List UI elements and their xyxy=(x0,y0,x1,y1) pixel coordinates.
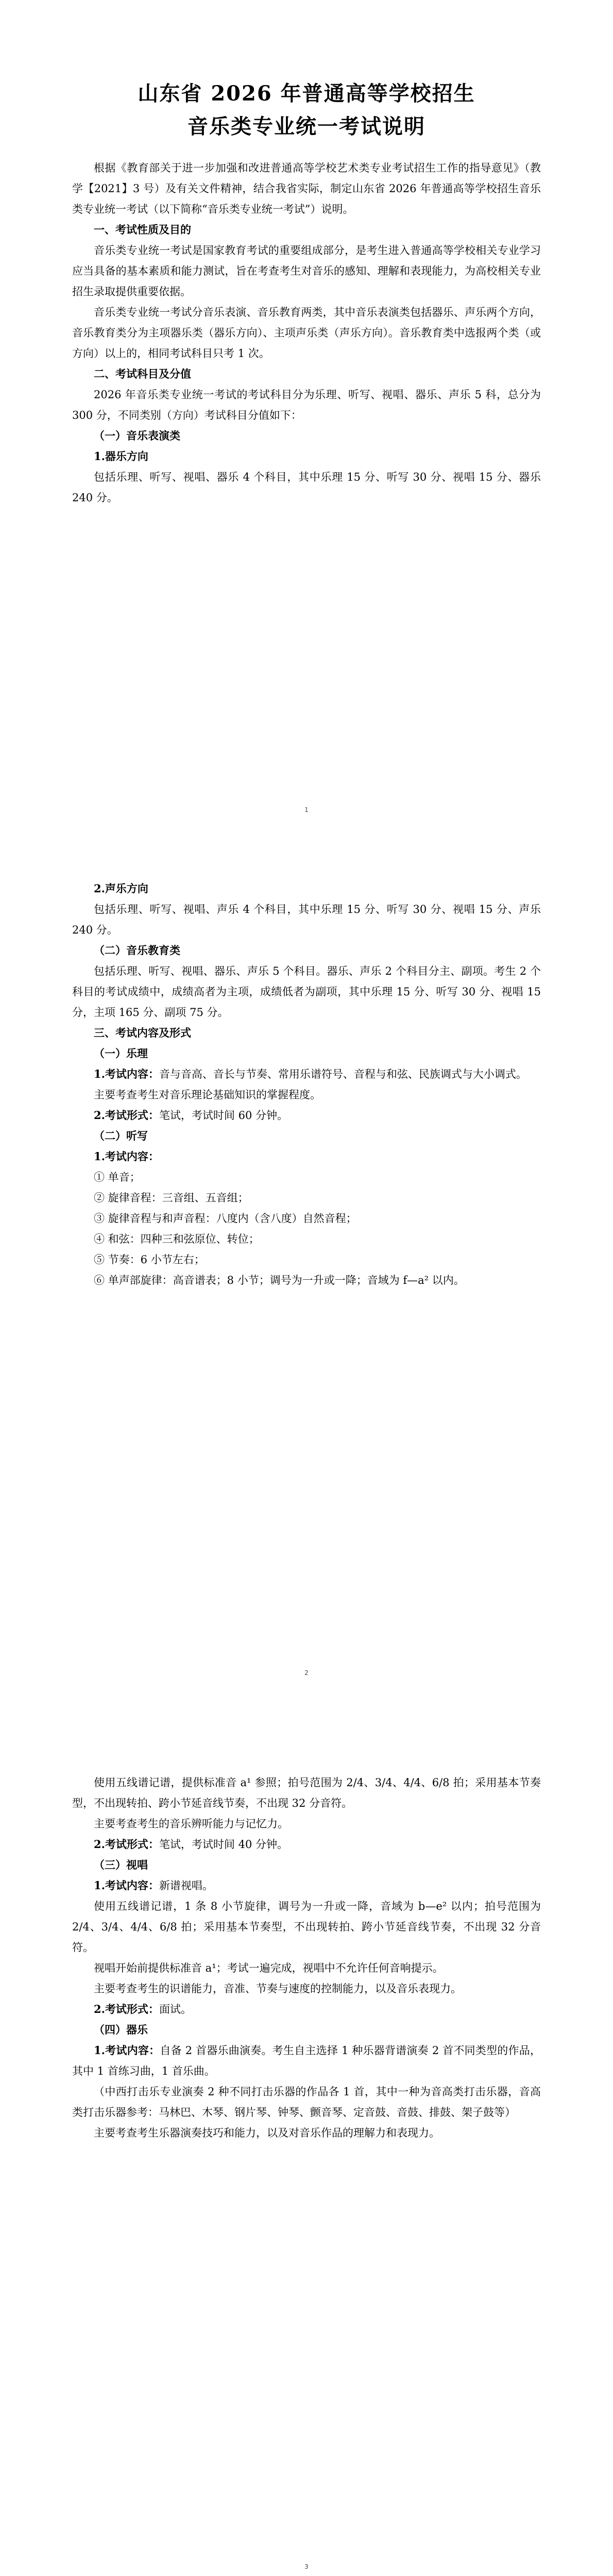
music-theory-focus: 主要考查考生对音乐理论基础知识的掌握程度。 xyxy=(94,1089,321,1101)
sight-singing-notation: 使用五线谱记谱，1 条 8 小节旋律，调号为一升或一降，音域为 b—e² 以内；拍号范围为 2/4、3/4、4/4、6/8 拍；采用基本节奏型，不出现转拍、跨小节延音线节奏，不出现 32 分音符。 xyxy=(72,1900,541,1954)
music-theory-content xyxy=(72,1064,541,1084)
music-theory-heading: （一）乐理 xyxy=(94,1047,148,1060)
dictation-content xyxy=(72,1146,541,1167)
page-2 xyxy=(0,878,613,1291)
intro-paragraph: 根据《教育部关于进一步加强和改进普通高等学校艺术类专业考试招生工作的指导意见》（教学【2021】3 号）及有关文件精神，结合我省实际，制定山东省 2026 年普通高等学校招生音乐类专业统一考试（以下简称“音乐类专业统一考试”）说明。 xyxy=(72,162,541,215)
section-2-paragraph-1: 2026 年音乐类专业统一考试的考试科目分为乐理、听写、视唱、器乐、声乐 5 科，总分为 300 分，不同类别（方向）考试科目分值如下： xyxy=(72,388,541,421)
sight-singing-content-label: 1.考试内容： xyxy=(94,1879,159,1892)
dictation-item-6: ⑥ 单声部旋律：高音谱表；8 小节；调号为一升或一降；音域为 f—a² 以内。 xyxy=(94,1274,465,1286)
sight-singing-focus: 主要考查考生的识谱能力，音准、节奏与速度的控制能力，以及音乐表现力。 xyxy=(94,1982,462,1995)
dictation-notation: 使用五线谱记谱，提供标准音 a¹ 参照；拍号范围为 2/4、3/4、4/4、6/8 拍；采用基本节奏型，不出现转拍、跨小节延音线节奏，不出现 32 分音符。 xyxy=(72,1776,541,1809)
sight-singing-content xyxy=(72,1875,541,1896)
music-theory-content-label: 1.考试内容： xyxy=(94,1067,159,1080)
dictation-item-2: ② 旋律音程：三音组、五音组； xyxy=(94,1192,249,1204)
section-2-heading: 二、考试科目及分值 xyxy=(94,367,191,380)
dictation-item-4: ④ 和弦：四种三和弦原位、转位； xyxy=(94,1233,260,1245)
page-title-line-1: 山东省 2026 年普通高等学校招生 xyxy=(138,81,475,106)
instrument-content-label: 1.考试内容： xyxy=(94,2044,160,2057)
page-number-1: 1 xyxy=(304,806,309,814)
section-2-sub-2: （二）音乐教育类 xyxy=(94,944,180,957)
direction-2-text: 包括乐理、听写、视唱、声乐 4 个科目，其中乐理 15 分、听写 30 分、视唱 15 分、声乐 240 分。 xyxy=(72,903,541,936)
instrument-content-text: 自备 2 首器乐曲演奏。考生自主选择 1 种乐器背谱演奏 2 首不同类型的作品，其中 1 首练习曲，1 首乐曲。 xyxy=(72,2044,541,2077)
page-3 xyxy=(0,1772,613,2143)
dictation-focus: 主要考查考生的音乐辨听能力与记忆力。 xyxy=(94,1818,288,1830)
instrument-content xyxy=(72,2040,541,2081)
section-1-paragraph-1: 音乐类专业统一考试是国家教育考试的重要组成部分，是考生进入普通高等学校相关专业学习应当具备的基本素质和能力测试，旨在考查考生对音乐的感知、理解和表现能力，为高校相关专业招生录取提供重要依据。 xyxy=(72,244,541,298)
sight-singing-content-text: 新谱视唱。 xyxy=(159,1879,213,1892)
sight-singing-format-text: 面试。 xyxy=(159,2003,192,2015)
education-text: 包括乐理、听写、视唱、器乐、声乐 5 个科目。器乐、声乐 2 个科目分主、副项。考生 2 个科目的考试成绩中，成绩高者为主项，成绩低者为副项，其中乐理 15 分、听写 30 分、视唱 15 分，主项 165 分、副项 75 分。 xyxy=(72,965,541,1019)
dictation-item-3: ③ 旋律音程与和声音程：八度内（含八度）自然音程； xyxy=(94,1212,357,1225)
section-2-sub-1: （一）音乐表演类 xyxy=(94,429,180,442)
sight-singing-heading: （三）视唱 xyxy=(94,1858,148,1871)
music-theory-format xyxy=(72,1105,541,1126)
section-1-heading: 一、考试性质及目的 xyxy=(94,223,191,236)
music-theory-format-label: 2.考试形式： xyxy=(94,1109,159,1122)
sight-singing-format-label: 2.考试形式： xyxy=(94,2003,159,2015)
dictation-item-1: ① 单音； xyxy=(94,1171,141,1183)
music-theory-format-text: 笔试，考试时间 60 分钟。 xyxy=(159,1109,288,1122)
direction-1-text: 包括乐理、听写、视唱、器乐 4 个科目，其中乐理 15 分、听写 30 分、视唱 15 分、器乐 240 分。 xyxy=(72,471,541,504)
dictation-item-5: ⑤ 节奏：6 小节左右； xyxy=(94,1253,205,1266)
dictation-content-label: 1.考试内容： xyxy=(94,1150,159,1163)
page-number-3: 3 xyxy=(304,2563,309,2570)
page-number-2: 2 xyxy=(304,1669,309,1676)
dictation-heading: （二）听写 xyxy=(94,1129,148,1142)
instrument-focus: 主要考查考生乐器演奏技巧和能力，以及对音乐作品的理解力和表现力。 xyxy=(94,2127,440,2139)
music-theory-content-text: 音与音高、音长与节奏、常用乐谱符号、音程与和弦、民族调式与大小调式。 xyxy=(159,1068,527,1080)
page-1 xyxy=(0,77,613,508)
instrument-percussion-note: （中西打击乐专业演奏 2 种不同打击乐器的作品各 1 首，其中一种为音高类打击乐器，音高类打击乐器参考：马林巴、木琴、钢片琴、钟琴、颤音琴、定音鼓、音鼓、排鼓、架子鼓等） xyxy=(72,2086,541,2119)
sight-singing-format xyxy=(72,1999,541,2020)
direction-2-heading: 2.声乐方向 xyxy=(94,882,148,895)
section-1-paragraph-2: 音乐类专业统一考试分音乐表演、音乐教育两类，其中音乐表演类包括器乐、声乐两个方向，音乐教育类分为主项器乐类（器乐方向）、主项声乐类（声乐方向）。音乐教育类中选报两个类（或方向）以上的，相同考试科目只考 1 次。 xyxy=(72,306,541,360)
sight-singing-rule: 视唱开始前提供标准音 a¹；考试一遍完成，视唱中不允许任何音响提示。 xyxy=(94,1962,444,1974)
dictation-format-text: 笔试，考试时间 40 分钟。 xyxy=(159,1838,288,1851)
instrument-heading: （四）器乐 xyxy=(94,2023,148,2036)
dictation-format-label: 2.考试形式： xyxy=(94,1838,159,1851)
direction-1-heading: 1.器乐方向 xyxy=(94,450,148,463)
dictation-format xyxy=(72,1834,541,1855)
section-3-heading: 三、考试内容及形式 xyxy=(94,1026,191,1039)
page-title-line-2: 音乐类专业统一考试说明 xyxy=(188,114,425,139)
